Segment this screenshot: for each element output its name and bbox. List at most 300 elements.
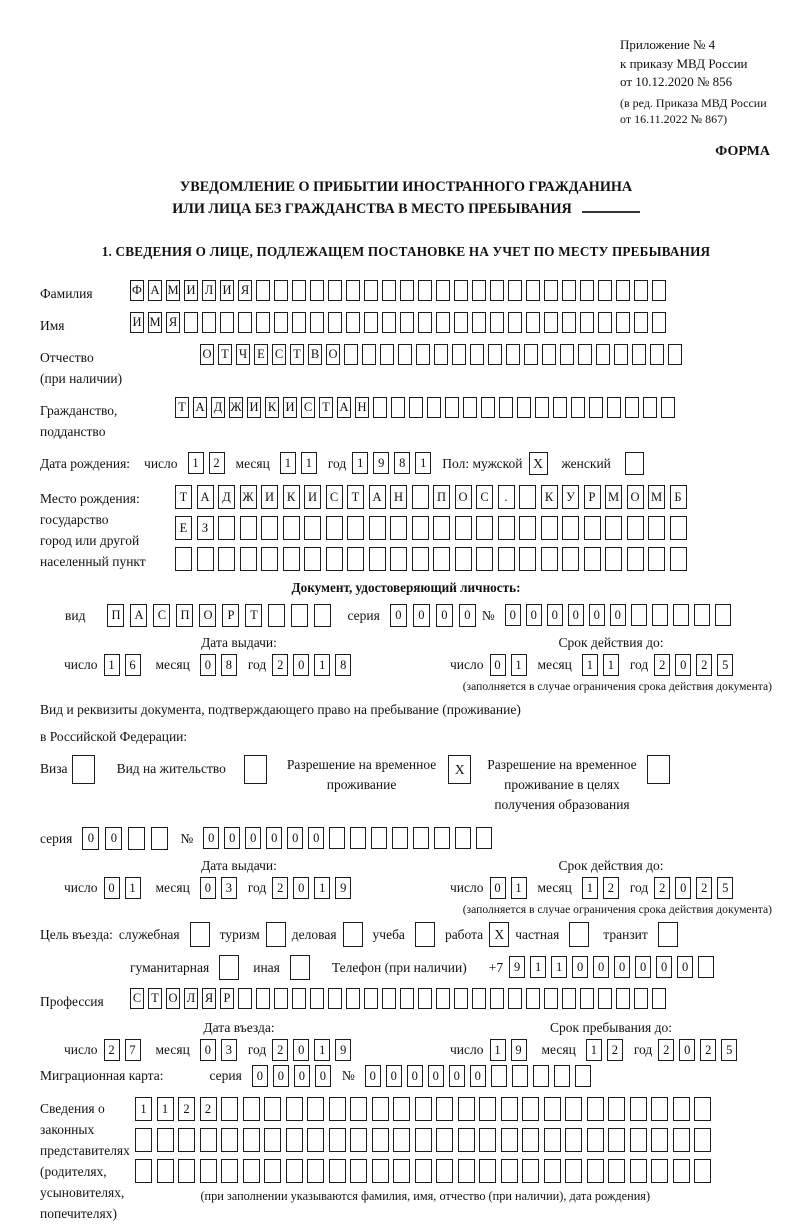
char-cell[interactable]: 0 [589,604,605,626]
char-cell[interactable] [651,1128,668,1152]
char-cell[interactable] [202,312,216,333]
char-cell[interactable]: У [562,485,579,509]
char-cell[interactable] [369,516,386,540]
char-cell[interactable] [519,516,536,540]
char-cell[interactable] [605,516,622,540]
char-cell[interactable]: И [261,485,278,509]
char-cell[interactable] [584,547,601,571]
char-cell[interactable] [409,397,423,418]
char-cell[interactable] [634,988,648,1009]
char-cell[interactable] [479,1128,496,1152]
char-cell[interactable] [372,1097,389,1121]
purpose-transit-checkbox[interactable] [658,922,678,947]
char-cell[interactable] [614,344,628,365]
male-checkbox[interactable]: X [529,452,548,475]
char-cell[interactable] [533,1065,549,1087]
char-cell[interactable]: 0 [200,1039,216,1061]
char-cell[interactable]: 9 [335,1039,351,1061]
char-cell[interactable] [274,312,288,333]
char-cell[interactable] [292,988,306,1009]
char-cell[interactable]: 1 [280,452,296,474]
char-cell[interactable] [596,344,610,365]
char-cell[interactable] [307,1097,324,1121]
temp-education-checkbox[interactable] [647,755,670,784]
char-cell[interactable] [310,312,324,333]
char-cell[interactable]: 1 [104,654,120,676]
char-cell[interactable] [479,1159,496,1183]
char-cell[interactable] [256,312,270,333]
char-cell[interactable]: П [107,604,124,627]
char-cell[interactable] [589,397,603,418]
char-cell[interactable]: И [304,485,321,509]
char-cell[interactable] [307,1159,324,1183]
char-cell[interactable] [390,516,407,540]
char-cell[interactable] [291,604,308,627]
char-cell[interactable]: Р [584,485,601,509]
char-cell[interactable]: 7 [125,1039,141,1061]
char-cell[interactable] [238,312,252,333]
char-cell[interactable] [400,988,414,1009]
char-cell[interactable] [490,988,504,1009]
char-cell[interactable] [393,1128,410,1152]
char-cell[interactable] [458,1159,475,1183]
char-cell[interactable] [651,1097,668,1121]
char-cell[interactable] [197,547,214,571]
char-cell[interactable]: 0 [526,604,542,626]
char-cell[interactable]: Б [670,485,687,509]
char-cell[interactable] [391,397,405,418]
char-cell[interactable]: О [326,344,340,365]
char-cell[interactable]: С [272,344,286,365]
char-cell[interactable] [544,280,558,301]
char-cell[interactable] [463,397,477,418]
purpose-humanitarian-checkbox[interactable] [219,955,239,980]
char-cell[interactable] [382,312,396,333]
char-cell[interactable]: И [130,312,144,333]
char-cell[interactable]: 1 [511,654,527,676]
char-cell[interactable]: 0 [203,827,219,849]
char-cell[interactable] [562,547,579,571]
char-cell[interactable]: Т [175,397,189,418]
char-cell[interactable] [264,1097,281,1121]
char-cell[interactable]: 1 [188,452,204,474]
char-cell[interactable] [350,1159,367,1183]
char-cell[interactable] [565,1159,582,1183]
char-cell[interactable] [608,1097,625,1121]
char-cell[interactable] [490,280,504,301]
char-cell[interactable] [346,312,360,333]
char-cell[interactable] [292,280,306,301]
char-cell[interactable]: А [197,485,214,509]
char-cell[interactable]: О [455,485,472,509]
char-cell[interactable] [476,827,492,849]
char-cell[interactable]: 0 [568,604,584,626]
char-cell[interactable] [221,1159,238,1183]
char-cell[interactable] [627,547,644,571]
char-cell[interactable] [522,1159,539,1183]
char-cell[interactable]: 2 [607,1039,623,1061]
char-cell[interactable] [652,280,666,301]
char-cell[interactable]: 0 [610,604,626,626]
char-cell[interactable]: 0 [593,956,609,978]
char-cell[interactable]: 1 [582,654,598,676]
char-cell[interactable]: 8 [394,452,410,474]
char-cell[interactable] [472,312,486,333]
char-cell[interactable] [479,1097,496,1121]
char-cell[interactable]: 0 [656,956,672,978]
char-cell[interactable] [452,344,466,365]
char-cell[interactable] [630,1159,647,1183]
char-cell[interactable] [445,397,459,418]
char-cell[interactable] [372,1159,389,1183]
char-cell[interactable]: Т [218,344,232,365]
char-cell[interactable] [631,604,647,626]
char-cell[interactable]: Ч [236,344,250,365]
char-cell[interactable] [135,1128,152,1152]
char-cell[interactable]: О [199,604,216,627]
char-cell[interactable] [670,516,687,540]
char-cell[interactable] [630,1097,647,1121]
char-cell[interactable]: Т [347,485,364,509]
char-cell[interactable] [326,547,343,571]
char-cell[interactable] [382,280,396,301]
char-cell[interactable] [200,1128,217,1152]
char-cell[interactable]: 1 [490,1039,506,1061]
char-cell[interactable] [472,280,486,301]
char-cell[interactable] [544,1128,561,1152]
char-cell[interactable] [498,547,515,571]
char-cell[interactable] [286,1097,303,1121]
char-cell[interactable]: 2 [696,654,712,676]
char-cell[interactable]: А [148,280,162,301]
char-cell[interactable]: 1 [511,877,527,899]
char-cell[interactable] [535,397,549,418]
char-cell[interactable] [371,827,387,849]
char-cell[interactable]: 2 [178,1097,195,1121]
char-cell[interactable]: 0 [572,956,588,978]
char-cell[interactable]: 1 [314,1039,330,1061]
char-cell[interactable] [616,988,630,1009]
char-cell[interactable] [571,397,585,418]
char-cell[interactable]: 1 [314,654,330,676]
char-cell[interactable] [184,312,198,333]
char-cell[interactable] [694,1159,711,1183]
char-cell[interactable] [519,485,536,509]
char-cell[interactable]: 1 [603,654,619,676]
char-cell[interactable]: А [369,485,386,509]
char-cell[interactable]: Ж [240,485,257,509]
char-cell[interactable] [350,1128,367,1152]
char-cell[interactable]: 0 [273,1065,289,1087]
char-cell[interactable] [238,988,252,1009]
char-cell[interactable] [261,547,278,571]
char-cell[interactable] [362,344,376,365]
char-cell[interactable] [436,988,450,1009]
char-cell[interactable] [526,988,540,1009]
char-cell[interactable]: Ф [130,280,144,301]
char-cell[interactable] [605,547,622,571]
char-cell[interactable] [400,312,414,333]
char-cell[interactable] [524,344,538,365]
char-cell[interactable]: 2 [700,1039,716,1061]
char-cell[interactable] [178,1128,195,1152]
char-cell[interactable]: 8 [221,654,237,676]
char-cell[interactable] [501,1097,518,1121]
char-cell[interactable]: 0 [675,877,691,899]
char-cell[interactable] [508,280,522,301]
char-cell[interactable] [398,344,412,365]
char-cell[interactable]: 2 [654,877,670,899]
char-cell[interactable]: Р [220,988,234,1009]
char-cell[interactable]: Л [184,988,198,1009]
char-cell[interactable] [307,1128,324,1152]
char-cell[interactable] [292,312,306,333]
char-cell[interactable] [565,1128,582,1152]
char-cell[interactable]: Н [390,485,407,509]
char-cell[interactable]: Т [290,344,304,365]
char-cell[interactable] [412,547,429,571]
char-cell[interactable] [390,547,407,571]
char-cell[interactable]: С [301,397,315,418]
char-cell[interactable]: И [283,397,297,418]
char-cell[interactable]: Т [148,988,162,1009]
char-cell[interactable]: 0 [470,1065,486,1087]
char-cell[interactable] [458,1097,475,1121]
char-cell[interactable] [587,1097,604,1121]
char-cell[interactable] [506,344,520,365]
char-cell[interactable] [616,280,630,301]
char-cell[interactable] [587,1128,604,1152]
char-cell[interactable] [283,547,300,571]
char-cell[interactable] [328,988,342,1009]
char-cell[interactable] [652,604,668,626]
char-cell[interactable]: 0 [428,1065,444,1087]
char-cell[interactable] [261,516,278,540]
char-cell[interactable] [501,1159,518,1183]
char-cell[interactable] [544,1159,561,1183]
char-cell[interactable] [472,988,486,1009]
char-cell[interactable]: О [627,485,644,509]
char-cell[interactable] [310,988,324,1009]
char-cell[interactable] [598,280,612,301]
char-cell[interactable] [522,1097,539,1121]
char-cell[interactable] [673,1097,690,1121]
char-cell[interactable] [382,988,396,1009]
char-cell[interactable] [455,827,471,849]
char-cell[interactable] [310,280,324,301]
char-cell[interactable]: 2 [209,452,225,474]
char-cell[interactable]: Я [166,312,180,333]
char-cell[interactable]: 9 [373,452,389,474]
char-cell[interactable]: 0 [635,956,651,978]
char-cell[interactable]: Т [319,397,333,418]
char-cell[interactable] [607,397,621,418]
char-cell[interactable]: 0 [505,604,521,626]
char-cell[interactable] [616,312,630,333]
char-cell[interactable] [151,827,168,850]
char-cell[interactable] [415,1159,432,1183]
char-cell[interactable] [562,312,576,333]
char-cell[interactable] [562,988,576,1009]
purpose-work-checkbox[interactable]: X [489,922,509,947]
char-cell[interactable]: Н [355,397,369,418]
char-cell[interactable] [274,280,288,301]
char-cell[interactable]: И [220,280,234,301]
char-cell[interactable] [329,1128,346,1152]
char-cell[interactable] [544,312,558,333]
char-cell[interactable] [347,516,364,540]
char-cell[interactable]: 0 [386,1065,402,1087]
char-cell[interactable]: 1 [530,956,546,978]
char-cell[interactable] [501,1128,518,1152]
char-cell[interactable] [413,827,429,849]
char-cell[interactable] [412,516,429,540]
char-cell[interactable]: 0 [82,827,99,850]
char-cell[interactable] [553,397,567,418]
char-cell[interactable]: И [247,397,261,418]
char-cell[interactable]: К [283,485,300,509]
char-cell[interactable] [652,988,666,1009]
char-cell[interactable] [350,1097,367,1121]
char-cell[interactable] [128,827,145,850]
char-cell[interactable]: З [197,516,214,540]
char-cell[interactable]: 1 [125,877,141,899]
char-cell[interactable]: 2 [603,877,619,899]
char-cell[interactable] [542,344,556,365]
char-cell[interactable]: 1 [301,452,317,474]
char-cell[interactable] [630,1128,647,1152]
char-cell[interactable]: 5 [717,654,733,676]
temp-residence-checkbox[interactable]: X [448,755,471,784]
char-cell[interactable] [562,280,576,301]
char-cell[interactable] [178,1159,195,1183]
char-cell[interactable] [560,344,574,365]
char-cell[interactable]: 0 [677,956,693,978]
char-cell[interactable]: 1 [135,1097,152,1121]
char-cell[interactable]: 0 [407,1065,423,1087]
char-cell[interactable] [274,988,288,1009]
purpose-tourism-checkbox[interactable] [266,922,286,947]
char-cell[interactable]: С [153,604,170,627]
char-cell[interactable] [418,988,432,1009]
purpose-study-checkbox[interactable] [415,922,435,947]
char-cell[interactable] [256,280,270,301]
char-cell[interactable]: Я [202,988,216,1009]
char-cell[interactable]: 1 [352,452,368,474]
char-cell[interactable]: 9 [509,956,525,978]
char-cell[interactable]: Д [218,485,235,509]
char-cell[interactable] [598,312,612,333]
char-cell[interactable] [268,604,285,627]
char-cell[interactable] [157,1128,174,1152]
char-cell[interactable] [490,312,504,333]
char-cell[interactable] [329,827,345,849]
char-cell[interactable]: Д [211,397,225,418]
char-cell[interactable]: 9 [335,877,351,899]
char-cell[interactable]: 1 [157,1097,174,1121]
char-cell[interactable] [668,344,682,365]
char-cell[interactable] [650,344,664,365]
char-cell[interactable] [372,1128,389,1152]
char-cell[interactable] [369,547,386,571]
char-cell[interactable] [344,344,358,365]
char-cell[interactable]: А [337,397,351,418]
char-cell[interactable] [648,516,665,540]
char-cell[interactable] [580,280,594,301]
char-cell[interactable] [454,280,468,301]
char-cell[interactable] [598,988,612,1009]
char-cell[interactable]: 0 [365,1065,381,1087]
char-cell[interactable] [454,312,468,333]
char-cell[interactable]: 0 [293,654,309,676]
char-cell[interactable] [218,516,235,540]
char-cell[interactable]: 0 [490,654,506,676]
char-cell[interactable] [418,280,432,301]
char-cell[interactable]: Т [175,485,192,509]
char-cell[interactable] [715,604,731,626]
char-cell[interactable] [519,547,536,571]
char-cell[interactable] [220,312,234,333]
char-cell[interactable] [694,1097,711,1121]
char-cell[interactable] [670,547,687,571]
char-cell[interactable]: 0 [390,604,407,627]
char-cell[interactable] [458,1128,475,1152]
char-cell[interactable]: 8 [335,654,351,676]
char-cell[interactable] [400,280,414,301]
char-cell[interactable] [347,547,364,571]
char-cell[interactable] [526,312,540,333]
char-cell[interactable]: С [476,485,493,509]
char-cell[interactable] [393,1159,410,1183]
char-cell[interactable] [415,1097,432,1121]
char-cell[interactable] [373,397,387,418]
char-cell[interactable] [634,280,648,301]
char-cell[interactable] [175,547,192,571]
char-cell[interactable] [314,604,331,627]
char-cell[interactable]: Е [254,344,268,365]
char-cell[interactable]: 2 [272,654,288,676]
char-cell[interactable]: 5 [717,877,733,899]
char-cell[interactable] [698,956,714,978]
char-cell[interactable] [625,397,639,418]
char-cell[interactable] [476,516,493,540]
char-cell[interactable]: 0 [459,604,476,627]
char-cell[interactable]: 0 [614,956,630,978]
char-cell[interactable]: Т [245,604,262,627]
char-cell[interactable] [427,397,441,418]
char-cell[interactable] [554,1065,570,1087]
char-cell[interactable] [433,516,450,540]
char-cell[interactable]: 0 [104,877,120,899]
char-cell[interactable] [627,516,644,540]
char-cell[interactable] [200,1159,217,1183]
char-cell[interactable] [328,280,342,301]
char-cell[interactable]: 0 [449,1065,465,1087]
char-cell[interactable] [436,1159,453,1183]
char-cell[interactable] [673,1159,690,1183]
char-cell[interactable] [499,397,513,418]
char-cell[interactable]: 2 [200,1097,217,1121]
char-cell[interactable] [632,344,646,365]
char-cell[interactable] [264,1159,281,1183]
char-cell[interactable] [328,312,342,333]
char-cell[interactable] [575,1065,591,1087]
char-cell[interactable]: М [648,485,665,509]
char-cell[interactable]: 0 [245,827,261,849]
char-cell[interactable] [544,1097,561,1121]
char-cell[interactable] [578,344,592,365]
char-cell[interactable] [346,988,360,1009]
